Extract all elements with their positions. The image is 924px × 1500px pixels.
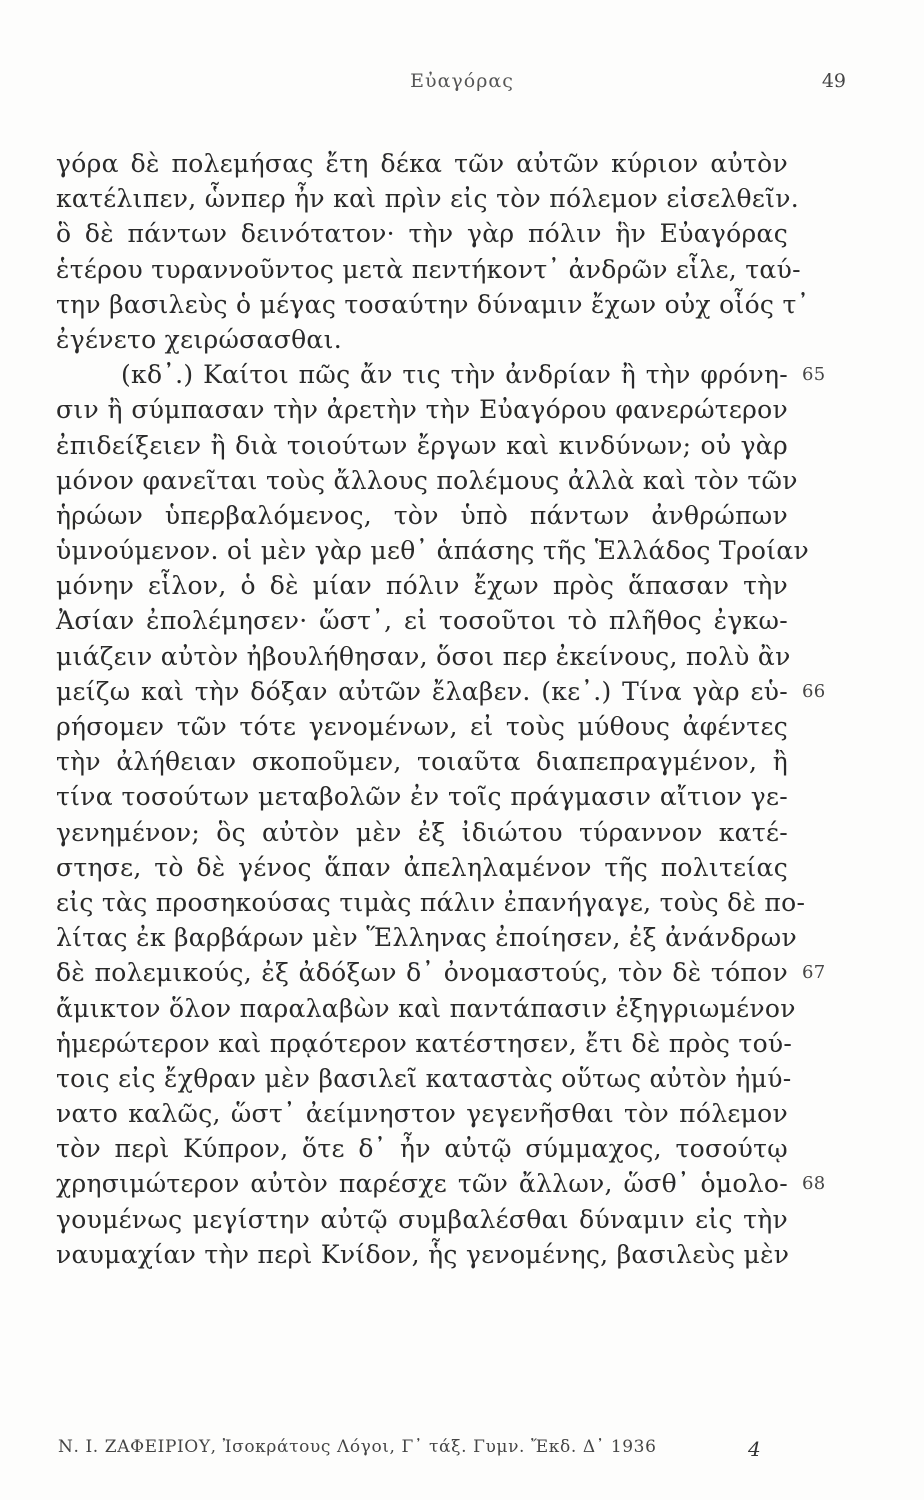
text-line: Ἀσίαν ἐπολέμησεν· ὥστ᾽, εἰ τοσοῦτοι τὸ πλῆθος ἐγκω- — [56, 606, 788, 636]
text-line: τὸν περὶ Κύπρον, ὅτε δ᾽ ἦν αὐτῷ σύμμαχος, τοσούτῳ — [56, 1134, 788, 1164]
text-line: κατέλιπεν, ὧνπερ ἦν καὶ πρὶν εἰς τὸν πόλεμον εἰσελθεῖν. — [56, 184, 799, 214]
text-line: ἐγένετο χειρώσασθαι. — [56, 324, 342, 354]
text-line: την βασιλεὺς ὁ μέγας τοσαύτην δύναμιν ἔχων οὐχ οἷός τ᾽ — [56, 289, 810, 319]
text-line — [56, 955, 826, 990]
text-line: γενημένον; ὃς αὐτὸν μὲν ἐξ ἰδιώτου τύραννον κατέ- — [56, 817, 788, 847]
text-line: τὴν ἀλήθειαν σκοποῦμεν, τοιαῦτα διαπεπραγμένον, ἢ — [56, 747, 788, 777]
text-line: γόρα δὲ πολεμήσας ἔτη δέκα τῶν αὐτῶν κύριον αὐτὸν — [56, 149, 788, 178]
text-line: ὑμνούμενον. οἱ μὲν γὰρ μεθ᾽ ἁπάσης τῆς Ἑλλάδος Τροίαν — [56, 536, 810, 566]
text-line — [56, 1166, 826, 1201]
body-text — [56, 146, 826, 1272]
text-line: ὃ δὲ πάντων δεινότατον· τὴν γὰρ πόλιν ἣν Εὐαγόρας — [56, 219, 788, 249]
running-title: Εὐαγόρας — [410, 70, 514, 92]
text-line: μιάζειν αὐτὸν ἠβουλήθησαν, ὅσοι περ ἐκείνους, πολὺ ἂν — [56, 641, 791, 671]
text-line: ρήσομεν τῶν τότε γενομένων, εἰ τοὺς μύθους ἀφέντες — [56, 712, 788, 741]
text-line: τοις εἰς ἔχθραν μὲν βασιλεῖ καταστὰς οὕτως αὐτὸν ἠμύ- — [56, 1063, 792, 1093]
section-number: 66 — [802, 680, 826, 702]
text-line-content: χρησιμώτερον αὐτὸν παρέσχε τῶν ἄλλων, ὥσθ᾽ ὁμολο- — [56, 1169, 788, 1199]
text-line-content: μείζω καὶ τὴν δόξαν αὐτῶν ἔλαβεν. (κε᾽.) Τίνα γὰρ εὑ- — [56, 676, 788, 706]
text-line: ναυμαχίαν τὴν περὶ Κνίδον, ἧς γενομένης, βασιλεὺς μὲν — [56, 1239, 790, 1269]
text-line: λίτας ἐκ βαρβάρων μὲν Ἕλληνας ἐποίησεν, ἐξ ἀνάνδρων — [56, 923, 797, 953]
text-line: ἐπιδείξειεν ἢ διὰ τοιούτων ἔργων καὶ κινδύνων; οὐ γὰρ — [56, 430, 788, 460]
section-number: 67 — [802, 962, 826, 984]
section-number: 68 — [802, 1173, 826, 1195]
text-line: μόνην εἷλον, ὁ δὲ μίαν πόλιν ἔχων πρὸς ἅπασαν τὴν — [56, 571, 788, 601]
text-line-content: δὲ πολεμικούς, ἐξ ἀδόξων δ᾽ ὀνομαστούς, τὸν δὲ τόπον — [56, 958, 788, 988]
text-line: ἡρώων ὑπερβαλόμενος, τὸν ὑπὸ πάντων ἀνθρώπων — [56, 500, 788, 530]
footer-imprint: Ν. Ι. ΖΑΦΕΙΡΙΟΥ, Ἰσοκράτους Λόγοι, Γ᾽ τάξ. Γυμν. Ἔκδ. Δ᾽ 1936 — [58, 1437, 657, 1457]
signature-mark: 4 — [748, 1437, 761, 1461]
text-line: στησε, τὸ δὲ γένος ἅπαν ἀπεληλαμένον τῆς πολιτείας — [56, 852, 788, 882]
text-line: σιν ἢ σύμπασαν τὴν ἀρετὴν τὴν Εὐαγόρου φανερώτερον — [56, 395, 788, 425]
text-line: εἰς τὰς προσηκούσας τιμὰς πάλιν ἐπανήγαγε, τοὺς δὲ πο- — [56, 887, 806, 917]
text-line — [56, 674, 826, 709]
page-number: 49 — [821, 70, 846, 92]
page-footer — [58, 1437, 778, 1467]
text-line-content: (κδ᾽.) Καίτοι πῶς ἄν τις τὴν ἀνδρίαν ἢ τὴν φρόνη- — [121, 360, 788, 390]
text-line: νατο καλῶς, ὥστ᾽ ἀείμνηστον γεγενῆσθαι τὸν πόλεμον — [56, 1099, 788, 1129]
section-number: 65 — [802, 364, 826, 386]
text-line: μόνον φανεῖται τοὺς ἄλλους πολέμους ἀλλὰ καὶ τὸν τῶν — [56, 465, 798, 495]
text-line: ἑτέρου τυραννοῦντος μετὰ πεντήκοντ᾽ ἀνδρῶν εἷλε, ταύ- — [56, 254, 801, 284]
text-line — [56, 357, 826, 392]
text-line: ἄμικτον ὅλον παραλαβὼν καὶ παντάπασιν ἐξηγριωμένον — [56, 993, 796, 1023]
text-line: τίνα τοσούτων μεταβολῶν ἐν τοῖς πράγμασιν αἴτιον γε- — [56, 782, 788, 812]
text-line: γουμένως μεγίστην αὐτῷ συμβαλέσθαι δύναμιν εἰς τὴν — [56, 1204, 788, 1234]
running-head — [0, 70, 924, 100]
text-line: ἡμερώτερον καὶ πρᾳότερον κατέστησεν, ἔτι δὲ πρὸς τού- — [56, 1028, 793, 1058]
